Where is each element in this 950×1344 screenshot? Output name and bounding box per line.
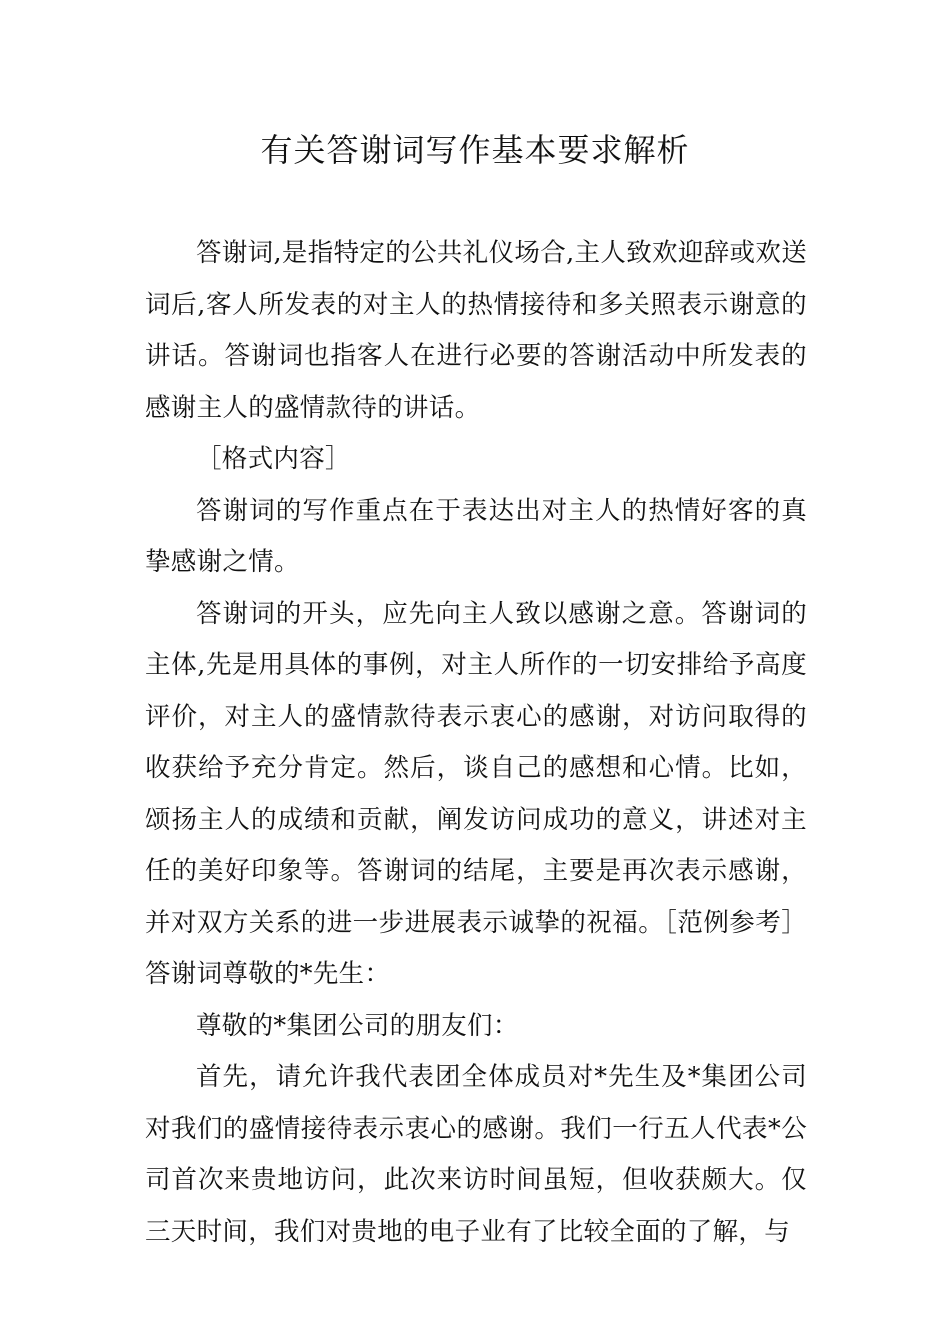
paragraph-salutation: 尊敬的*集团公司的朋友们： bbox=[196, 1010, 519, 1041]
paragraph-example-opening: 首先，请允许我代表团全体成员对*先生及*集团公司对我们的盛情接待表示衷心的感谢。我们一行五人代表*公司首次来贵地访问，此次来访时间虽短，但收获颇大。仅三天时间，我们对贵地的电子业有了比较全面的了解，与 bbox=[145, 1062, 807, 1247]
paragraph-structure: 答谢词的开头，应先向主人致以感谢之意。答谢词的主体,先是用具体的事例，对主人所作的一切安排给予高度评价，对主人的盛情款待表示衷心的感谢，对访问取得的收获给予充分肯定。然后，谈自己的感想和心情。比如，颂扬主人的成绩和贡献，阐发访问成功的意义，讲述对主任的美好印象等。答谢词的结尾，主要是再次表示感谢，并对双方关系的进一步进展表示诚挚的祝福。［范例参考］答谢词尊敬的*先生： bbox=[145, 598, 807, 989]
document-body bbox=[145, 228, 807, 1258]
paragraph-format-heading: ［格式内容］ bbox=[196, 444, 351, 474]
paragraph-definition: 答谢词,是指特定的公共礼仪场合,主人致欢迎辞或欢送词后,客人所发表的对主人的热情接待和多关照表示谢意的讲话。答谢词也指客人在进行必要的答谢活动中所发表的感谢主人的盛情款待的讲话。 bbox=[145, 238, 807, 423]
document-title: 有关答谢词写作基本要求解析 bbox=[260, 131, 690, 169]
paragraph-writing-focus: 答谢词的写作重点在于表达出对主人的热情好客的真挚感谢之情。 bbox=[145, 495, 807, 577]
